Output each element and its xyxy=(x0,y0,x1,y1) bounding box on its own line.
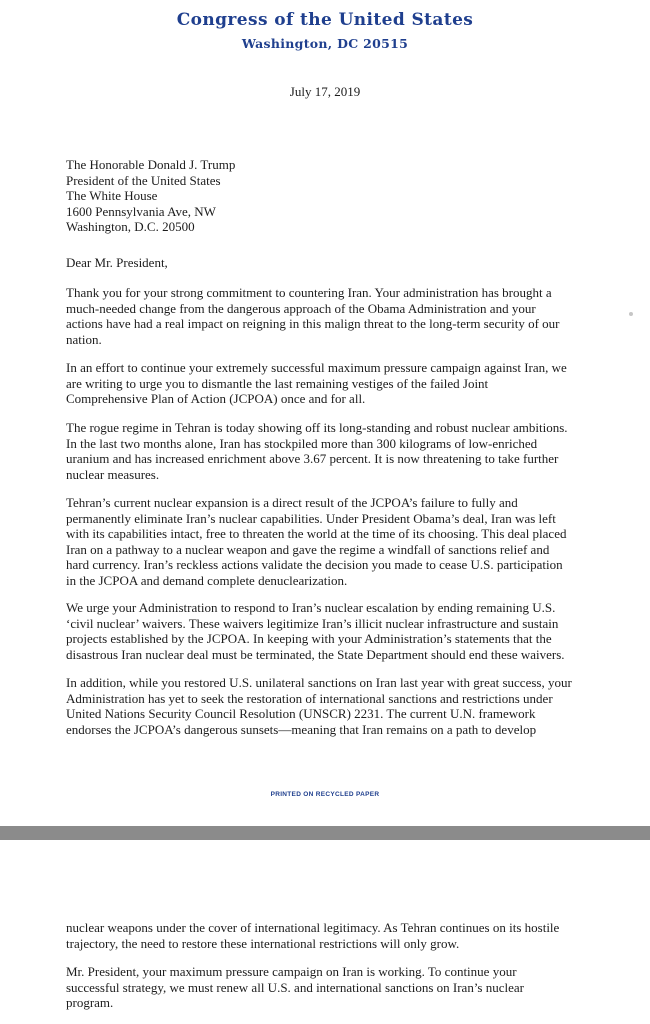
recipient-line: President of the United States xyxy=(66,172,221,188)
text-line: hard currency. Iran’s reckless actions validate the decision you made to cease U.S. participation xyxy=(66,557,563,573)
paragraph-2 xyxy=(66,360,586,407)
text-line: in the JCPOA and demand complete denuclearization. xyxy=(66,572,348,588)
text-line: uranium and has increased enrichment above 3.67 percent. It is now threatening to take further xyxy=(66,451,559,467)
paragraph-8 xyxy=(66,964,586,1011)
paragraph-4 xyxy=(66,495,586,589)
text-line: In an effort to continue your extremely successful maximum pressure campaign against Iran, we xyxy=(66,360,567,375)
recipient-address xyxy=(66,157,235,235)
text-line: ‘civil nuclear’ waivers. These waivers legitimize Iran’s illicit nuclear infrastructure and sustain xyxy=(66,615,559,631)
text-line: nuclear measures. xyxy=(66,466,160,482)
text-line: Iran on a pathway to a nuclear weapon and gave the regime a windfall of sanctions relief and xyxy=(66,541,550,557)
paragraph-5 xyxy=(66,600,586,662)
text-line: nation. xyxy=(66,331,102,347)
text-line: In addition, while you restored U.S. unilateral sanctions on Iran last year with great success, your xyxy=(66,675,572,690)
page-separator xyxy=(0,826,650,840)
paragraph-6 xyxy=(66,675,586,737)
text-line: Mr. President, your maximum pressure campaign on Iran is working. To continue your xyxy=(66,964,517,979)
text-line: permanently eliminate Iran’s nuclear capabilities. Under President Obama’s deal, Iran was left xyxy=(66,510,556,526)
text-line: Administration has yet to seek the restoration of international sanctions and restrictions under xyxy=(66,690,553,706)
text-line: much-needed change from the dangerous approach of the Obama Administration and your xyxy=(66,300,536,316)
recipient-line: 1600 Pennsylvania Ave, NW xyxy=(66,203,216,219)
text-line: Tehran’s current nuclear expansion is a direct result of the JCPOA’s failure to fully and xyxy=(66,495,518,510)
letterhead-title: Congress of the United States xyxy=(176,10,474,30)
paragraph-3 xyxy=(66,420,586,482)
text-line: disastrous Iran nuclear deal must be terminated, the State Department should end these waivers. xyxy=(66,646,565,662)
letter-date: July 17, 2019 xyxy=(289,84,361,99)
text-line: endorses the JCPOA’s dangerous sunsets—meaning that Iran remains on a path to develop xyxy=(66,721,537,737)
salutation: Dear Mr. President, xyxy=(66,255,168,270)
text-line: projects established by the JCPOA. In keeping with your Administration’s statements that the xyxy=(66,631,552,647)
letter-page-2 xyxy=(0,840,650,1024)
text-line: Thank you for your strong commitment to countering Iran. Your administration has brought a xyxy=(66,285,552,300)
text-line: In the last two months alone, Iran has stockpiled more than 300 kilograms of low-enriched xyxy=(66,435,538,451)
recipient-line: The Honorable Donald J. Trump xyxy=(66,157,236,172)
text-line: The rogue regime in Tehran is today showing off its long-standing and robust nuclear ambitions. xyxy=(66,420,568,435)
paragraph-7 xyxy=(66,920,586,951)
paragraph-1 xyxy=(66,285,586,347)
text-line: trajectory, the need to restore these international restrictions will only grow. xyxy=(66,935,460,951)
scan-speck xyxy=(629,312,633,316)
recipient-line: Washington, D.C. 20500 xyxy=(66,219,195,235)
text-line: nuclear weapons under the cover of international legitimacy. As Tehran continues on its hostile xyxy=(66,920,560,935)
text-line: are writing to urge you to dismantle the last remaining vestiges of the failed Joint xyxy=(66,375,489,391)
recipient-line: The White House xyxy=(66,188,158,204)
text-line: successful strategy, we must renew all U.S. and international sanctions on Iran’s nuclear xyxy=(66,979,524,995)
text-line: program. xyxy=(66,995,114,1011)
letterhead-subtitle: Washington, DC 20515 xyxy=(241,36,409,51)
recycled-paper-footer: PRINTED ON RECYCLED PAPER xyxy=(270,791,380,798)
text-line: with its capabilities intact, free to threaten the world at the time of its choosing. This deal placed xyxy=(66,526,567,542)
text-line: We urge your Administration to respond to Iran’s nuclear escalation by ending remaining U.S. xyxy=(66,600,556,615)
text-line: actions have had a real impact on reigning in this malign threat to the long-term security of our xyxy=(66,316,560,332)
text-line: United Nations Security Council Resolution (UNSCR) 2231. The current U.N. framework xyxy=(66,706,536,722)
text-line: Comprehensive Plan of Action (JCPOA) once and for all. xyxy=(66,391,366,407)
